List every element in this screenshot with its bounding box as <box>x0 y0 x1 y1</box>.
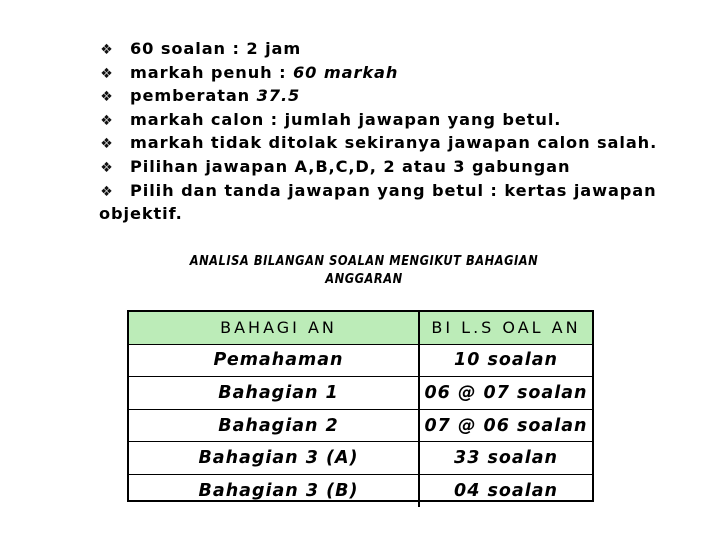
bullet-item <box>100 156 700 180</box>
diamond-bullet-icon: ❖ <box>100 65 114 82</box>
cell-count: 06 @ 07 soalan <box>419 377 592 410</box>
cell-section: Bahagian 2 <box>129 409 419 442</box>
bullet-item <box>100 180 700 204</box>
bullet-item <box>100 62 700 86</box>
bullet-text: markah tidak ditolak sekiranya jawapan calon salah. <box>130 133 658 153</box>
diamond-bullet-icon: ❖ <box>100 136 114 153</box>
bullet-item <box>100 85 700 109</box>
cell-count: 04 soalan <box>454 480 558 501</box>
cell-count: 10 soalan <box>419 344 592 377</box>
bullet-text: 60 soalan : 2 jam <box>130 39 302 58</box>
bullet-continuation: objektif. <box>99 204 183 224</box>
table-row <box>129 409 592 442</box>
header-bahagian: BAHAGI AN <box>129 312 419 344</box>
bullet-text: Pilihan jawapan A,B,C,D, 2 atau 3 gabungan <box>130 156 571 176</box>
table-row <box>129 344 592 377</box>
question-distribution-table <box>127 310 594 502</box>
bullet-text: markah calon : jumlah jawapan yang betul. <box>130 109 562 129</box>
subtitle-line-1: ANALISA BILANGAN SOALAN MENGIKUT BAHAGIAN <box>189 254 539 269</box>
diamond-bullet-icon: ❖ <box>100 159 114 176</box>
diamond-bullet-icon: ❖ <box>100 112 114 129</box>
cell-count: 07 @ 06 soalan <box>419 409 592 442</box>
cell-count: 33 soalan <box>419 442 592 475</box>
table-row <box>129 474 592 506</box>
bullet-list <box>100 38 700 226</box>
bullet-emphasis: 37.5 <box>256 86 301 106</box>
table-subtitle <box>149 253 578 289</box>
bullet-item <box>100 132 700 156</box>
cell-section: Bahagian 3 (A) <box>129 442 419 475</box>
diamond-bullet-icon: ❖ <box>100 183 114 200</box>
table-header-row <box>129 312 592 344</box>
table-row <box>129 442 592 475</box>
diamond-bullet-icon: ❖ <box>100 89 114 106</box>
cell-section: Bahagian 1 <box>129 377 419 410</box>
table-row <box>129 377 592 410</box>
bullet-text: pemberatan <box>130 86 257 106</box>
diamond-bullet-icon: ❖ <box>100 42 114 58</box>
cell-section: Bahagian 3 (B) <box>129 474 419 506</box>
subtitle-line-2: ANGGARAN <box>325 272 403 287</box>
header-bil-soalan: BI L.S OAL AN <box>419 312 592 344</box>
bullet-emphasis: 60 markah <box>293 62 399 82</box>
bullet-item <box>100 38 700 62</box>
bullet-text: Pilih dan tanda jawapan yang betul : kertas jawapan <box>130 180 657 200</box>
bullet-text: markah penuh : <box>130 62 294 82</box>
cell-section: Pemahaman <box>129 344 419 377</box>
bullet-item <box>100 109 700 133</box>
